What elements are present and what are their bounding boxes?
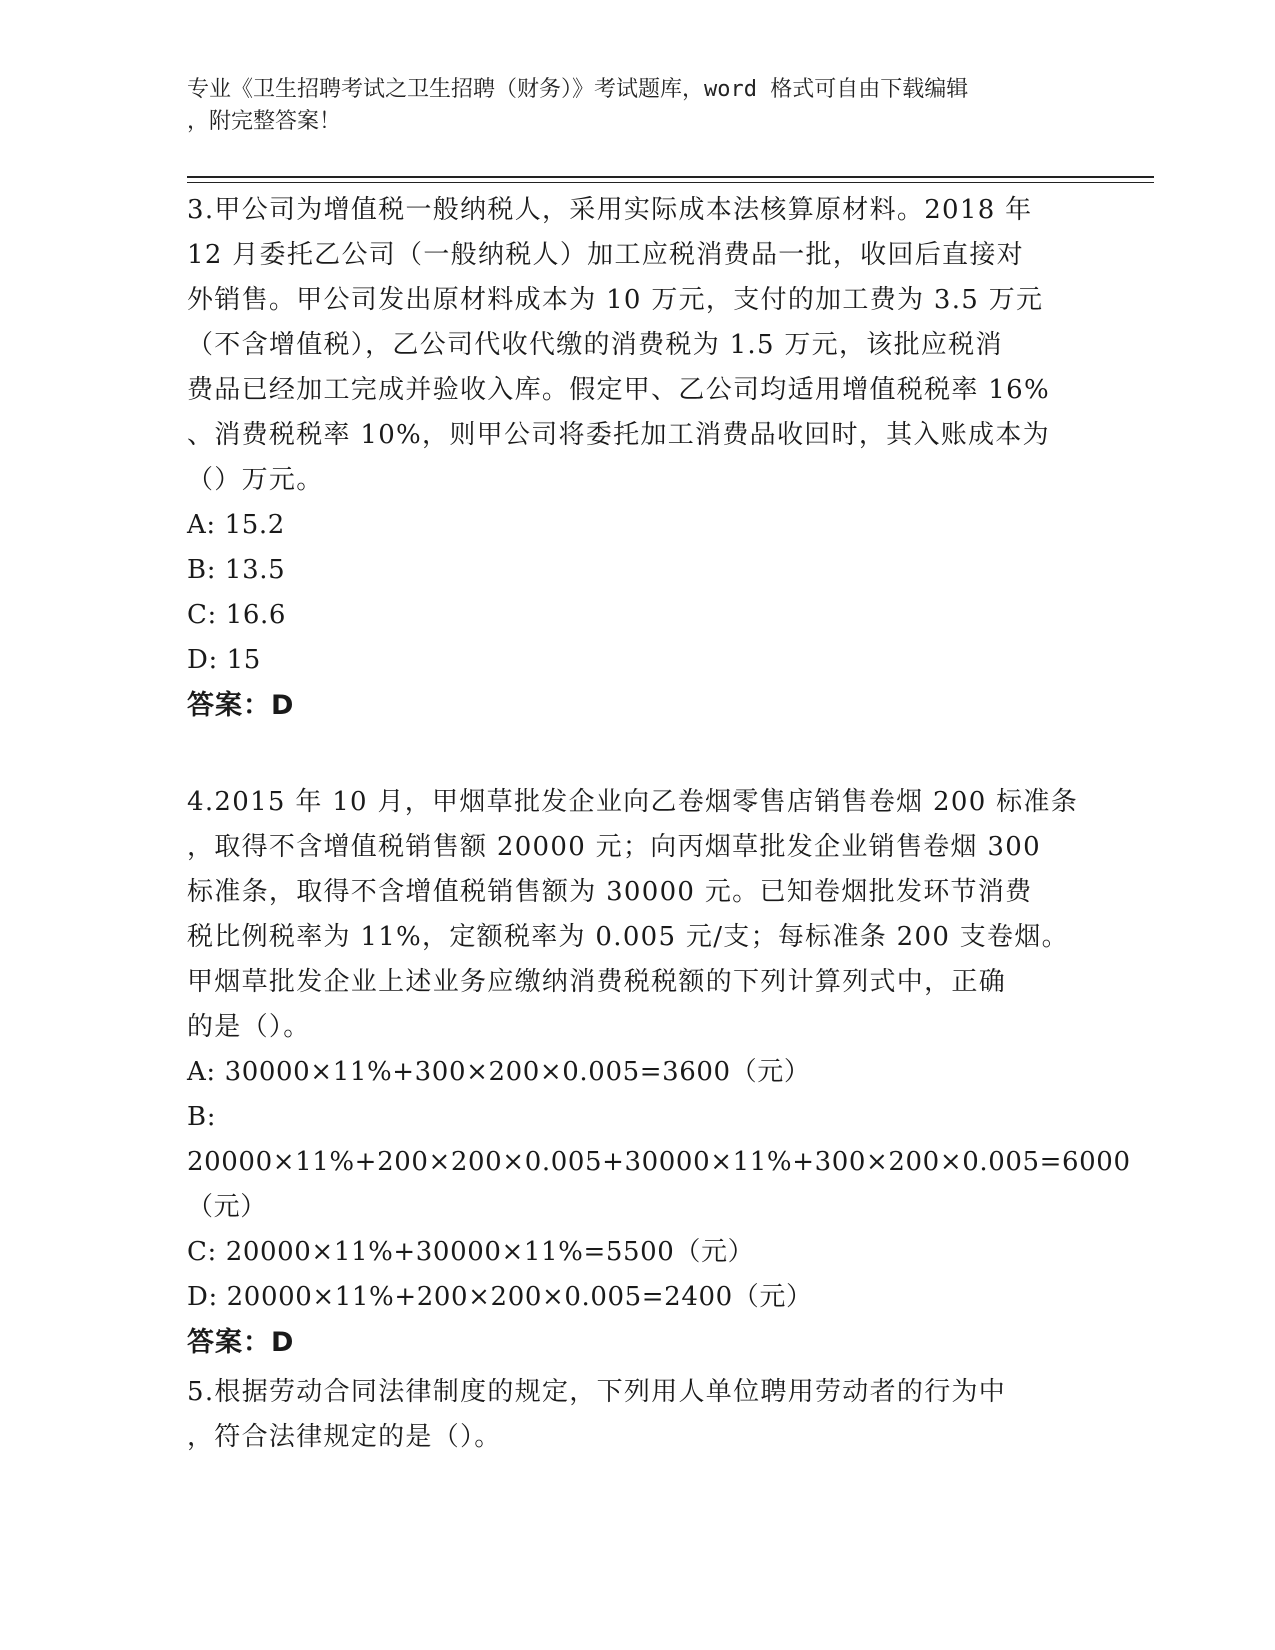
header-divider (187, 182, 1154, 183)
question-4 (187, 780, 1131, 1365)
option-b: B: 13.5 (187, 555, 286, 585)
question-text (187, 1370, 1087, 1460)
question-line: 的是（）。 (187, 1012, 311, 1042)
question-5 (187, 1370, 1087, 1460)
option-b: B: 20000×11%+200×200×0.005+30000×11%+300×200×0.005=6000 (187, 1102, 1131, 1177)
question-line: 4.2015 年 10 月，甲烟草批发企业向乙卷烟零售店销售卷烟 200 标准条 (187, 787, 1079, 817)
question-line: （不含增值税），乙公司代收代缴的消费税为 1.5 万元，该批应税消 (187, 330, 1003, 360)
header-line: 专业《卫生招聘考试之卫生招聘（财务）》考试题库，word 格式可自由下载编辑 (187, 77, 969, 102)
option-c: C: 16.6 (187, 600, 287, 630)
document-header (187, 74, 1087, 138)
question-line: ，取得不含增值税销售额 20000 元；向丙烟草批发企业销售卷烟 300 (187, 832, 1041, 862)
question-text (187, 780, 1087, 1050)
option-c: C: 20000×11%+30000×11%=5500（元） (187, 1237, 755, 1267)
header-line: ，附完整答案！ (187, 109, 342, 134)
question-line: 、消费税税率 10%，则甲公司将委托加工消费品收回时，其入账成本为 (187, 420, 1050, 450)
question-3 (187, 188, 1087, 728)
question-line: 标准条，取得不含增值税销售额为 30000 元。已知卷烟批发环节消费 (187, 877, 1033, 907)
answer-label: 答案：D (187, 690, 295, 721)
answer-label: 答案：D (187, 1327, 295, 1358)
question-line: 5.根据劳动合同法律制度的规定，下列用人单位聘用劳动者的行为中 (187, 1377, 1007, 1407)
option-d: D: 15 (187, 645, 261, 675)
question-line: ，符合法律规定的是（）。 (187, 1422, 502, 1452)
question-line: 3.甲公司为增值税一般纳税人，采用实际成本法核算原材料。2018 年 (187, 195, 1033, 225)
question-line: 12 月委托乙公司（一般纳税人）加工应税消费品一批，收回后直接对 (187, 240, 1024, 270)
option-a: A: 30000×11%+300×200×0.005=3600（元） (187, 1057, 811, 1087)
question-line: 税比例税率为 11%，定额税率为 0.005 元/支；每标准条 200 支卷烟。 (187, 922, 1069, 952)
question-line: 费品已经加工完成并验收入库。假定甲、乙公司均适用增值税税率 16% (187, 375, 1050, 405)
question-line: （）万元。 (187, 465, 324, 495)
question-line: 外销售。甲公司发出原材料成本为 10 万元，支付的加工费为 3.5 万元 (187, 285, 1044, 315)
option-b-continued: （元） (187, 1192, 267, 1222)
question-line: 甲烟草批发企业上述业务应缴纳消费税税额的下列计算列式中，正确 (187, 967, 1007, 997)
option-d: D: 20000×11%+200×200×0.005=2400（元） (187, 1282, 813, 1312)
question-text (187, 188, 1087, 503)
header-divider (187, 176, 1154, 178)
option-a: A: 15.2 (187, 510, 285, 540)
